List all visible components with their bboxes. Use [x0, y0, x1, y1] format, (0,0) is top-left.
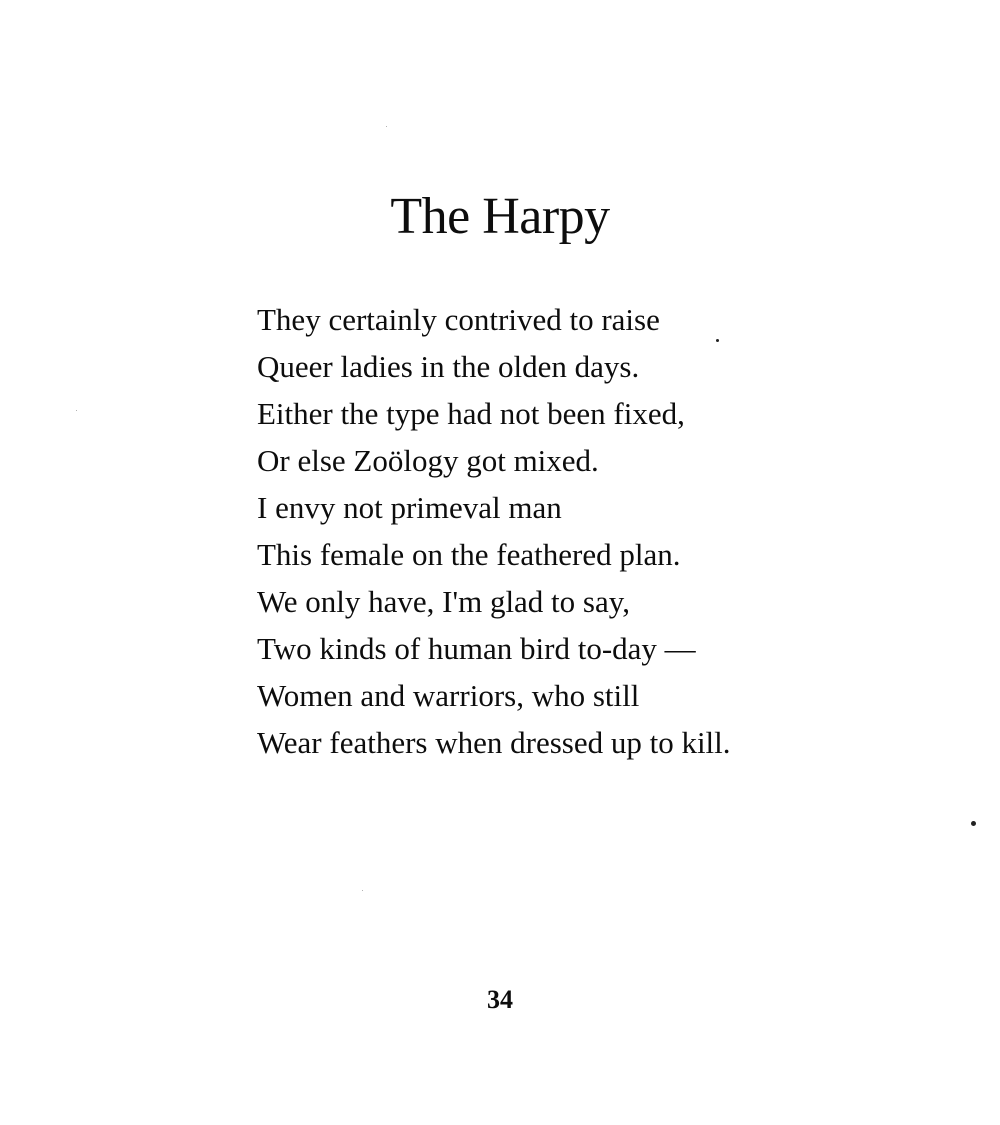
scan-speck: [386, 126, 387, 127]
poem-line: I envy not primeval man: [257, 490, 562, 525]
poem-line: Women and warriors, who still: [257, 678, 640, 713]
poem-line: Queer ladies in the olden days.: [257, 349, 640, 384]
poem-line: We only have, I'm glad to say,: [257, 584, 630, 619]
poem-title: The Harpy: [390, 188, 610, 245]
poem-line: Either the type had not been fixed,: [257, 396, 685, 431]
scan-speck: [362, 890, 363, 891]
page-number: 34: [487, 985, 513, 1014]
poem-line: Two kinds of human bird to-day —: [257, 631, 696, 666]
scan-speck: [716, 339, 719, 342]
poem-line: Wear feathers when dressed up to kill.: [257, 725, 731, 760]
scan-speck: [971, 821, 976, 826]
poem-line: They certainly contrived to raise: [257, 302, 660, 337]
poem-line: This female on the feathered plan.: [257, 537, 681, 572]
poem-body: [257, 296, 731, 766]
poem-line: Or else Zoölogy got mixed.: [257, 443, 599, 478]
scan-speck: [76, 410, 77, 411]
